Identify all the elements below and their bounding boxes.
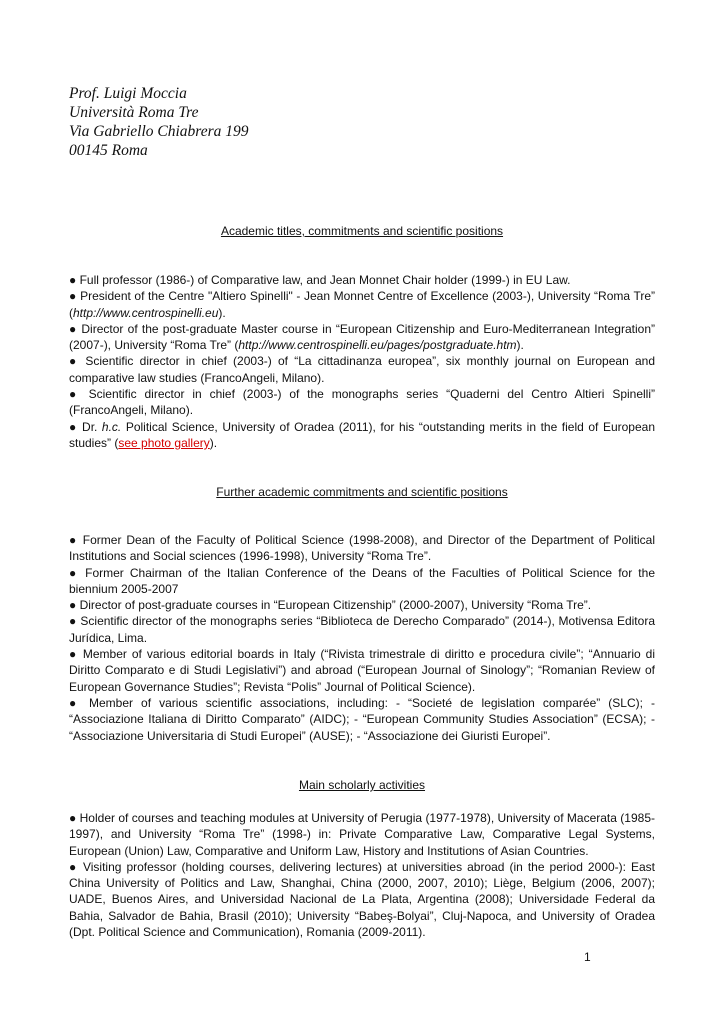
list-item: ● Full professor (1986-) of Comparative law, and Jean Monnet Chair holder (1999-) in EU Law.: [69, 273, 571, 287]
list-item: ● Member of various scientific associations, including: - “Societé de legislation comparée” (SLC); - “Associazione Italiana di Diritto Comparato” (AIDC); - “European Community Studies Association” (ECSA); - “Associazione Universitaria di Studi Europei” (AUSE); - “Associazione dei Giuristi Europei”.: [69, 695, 655, 743]
address-name: Prof. Luigi Moccia: [69, 85, 187, 102]
url-text: http://www.centrospinelli.eu/pages/postgraduate.htm: [238, 338, 517, 353]
list-item: [69, 419, 655, 452]
list-item-text: ● Dr.: [69, 419, 102, 434]
photo-gallery-link[interactable]: see photo gallery: [118, 435, 210, 450]
list-item-text: ).: [516, 338, 524, 353]
list-item: [69, 321, 655, 354]
address-street: Via Gabriello Chiabrera 199: [69, 123, 249, 140]
list-item-text: ● President of the Centre "Altiero Spinelli" - Jean Monnet Centre of Excellence (2003-), University “Roma Tre” (: [69, 289, 655, 320]
list-item: ● Holder of courses and teaching modules at University of Perugia (1977-1978), University of Macerata (1985-1997), and University “Roma Tre” (1998-) in: Private Comparative Law, Comparative Legal Systems, European (Union) Law, Comparative and Uniform Law, History and Institutions of Asian Countries.: [69, 811, 655, 858]
address-block: [69, 84, 249, 160]
section-heading-academic-titles: [0, 223, 724, 239]
address-university: Università Roma Tre: [69, 104, 199, 121]
list-item: ● Visiting professor (holding courses, delivering lectures) at universities abroad (in the period 2000-): East China University of Politics and Law, Shanghai, China (2000, 2007, 2010); Liège, Belgium (2006, 2007); UADE, Buenos Aires, and Universidad Nacional de La Plata, Argentina (2008); Universidade Federal da Bahia, Salvador de Bahia, Brasil (2010); University “Babeş-Bolyai”, Cluj-Napoca, and University of Oradea (Dpt. Political Science and Communication), Romania (2009-2011).: [69, 859, 655, 940]
section-heading-text: Main scholarly activities: [298, 778, 426, 792]
list-item: [69, 288, 655, 321]
list-item: ● Scientific director in chief (2003-) of “La cittadinanza europea”, six monthly journal on European and comparative law studies (FrancoAngeli, Milano).: [69, 354, 655, 385]
list-item: ● Scientific director in chief (2003-) of the monographs series “Quaderni del Centro Altieri Spinelli” (FrancoAngeli, Milano).: [69, 387, 655, 418]
list-item-text: ● Director of the post-graduate Master course in “European Citizenship and Euro-Mediterranean Integration” (2007-), University “Roma Tre” (: [69, 321, 655, 353]
section-scholarly-activities-list: [69, 810, 655, 940]
list-item: ● Director of post-graduate courses in “European Citizenship” (2000-2007), University “Roma Tre”.: [69, 598, 592, 613]
section-academic-titles-list: [69, 272, 655, 451]
list-item: ● Former Chairman of the Italian Conference of the Deans of the Faculties of Political Science for the biennium 2005-2007: [69, 565, 655, 596]
list-item-text: Political Science, University of Oradea (2011), for his “outstanding merits in the field of European studies” (: [69, 419, 655, 450]
section-heading-further-commitments: [0, 484, 724, 500]
italic-text: h.c.: [101, 419, 122, 434]
section-heading-text: Further academic commitments and scientific positions: [216, 485, 508, 499]
page-number: 1: [584, 950, 591, 964]
list-item: ● Former Dean of the Faculty of Political Science (1998-2008), and Director of the Department of Political Institutions and Social sciences (1996-1998), University “Roma Tre”.: [69, 533, 655, 564]
list-item-text: ).: [218, 305, 226, 320]
list-item-text: ).: [209, 435, 218, 450]
section-further-commitments-list: [69, 532, 655, 744]
url-text: http://www.centrospinelli.eu: [73, 305, 219, 320]
section-heading-text: Academic titles, commitments and scientific positions: [220, 224, 504, 238]
list-item: ● Member of various editorial boards in Italy (“Rivista trimestrale di diritto e procedura civile”; “Annuario di Diritto Comparato e di Studi Legislativi”) and abroad (“European Journal of Sinology”; “Romanian Review of European Governance Studies”; Revista “Polis” Journal of Political Science).: [69, 647, 655, 694]
address-city: 00145 Roma: [69, 142, 148, 159]
section-heading-scholarly-activities: [0, 777, 724, 793]
list-item: ● Scientific director of the monographs series “Biblioteca de Derecho Comparado” (2014-), Motivensa Editora Jurídica, Lima.: [69, 614, 655, 645]
